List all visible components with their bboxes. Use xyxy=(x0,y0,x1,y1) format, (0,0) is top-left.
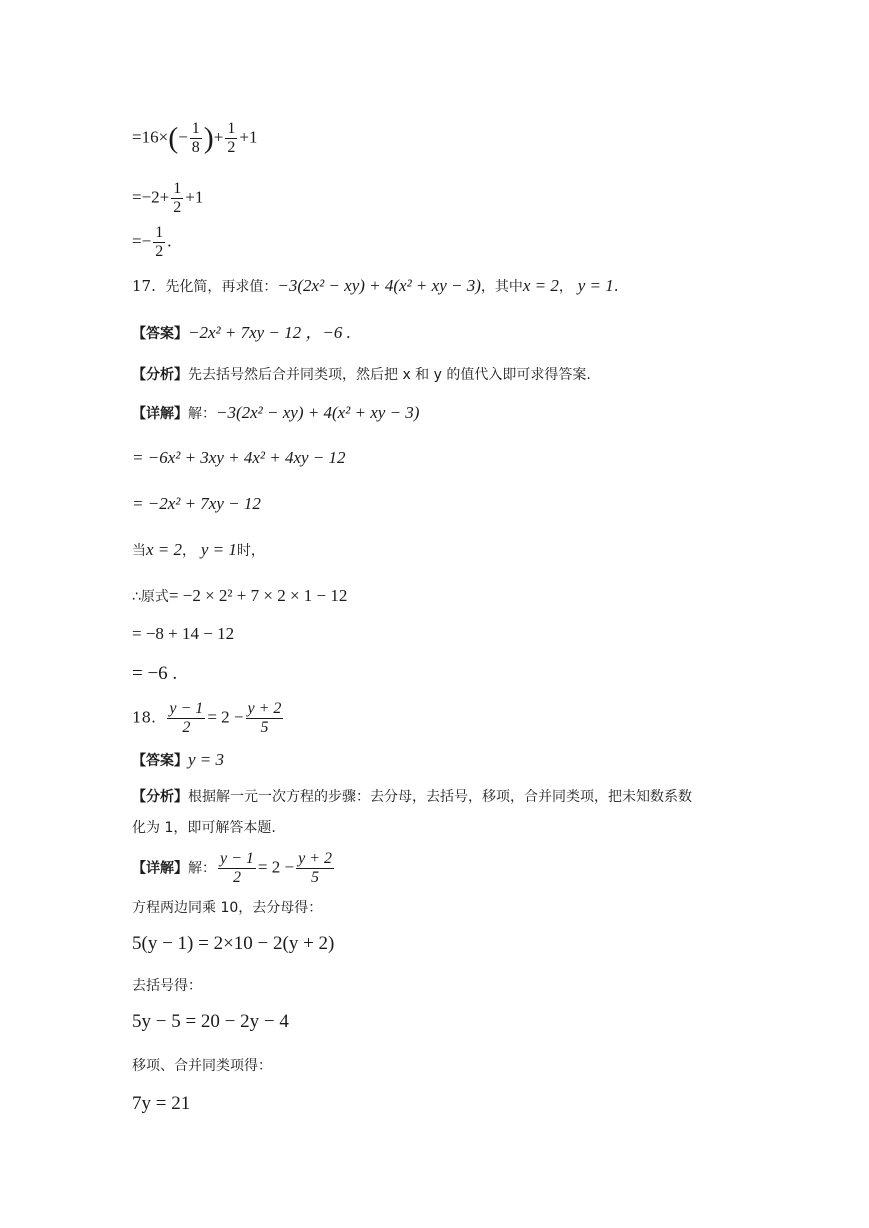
q16-step-line1 xyxy=(132,120,257,157)
q16-line3-prefix: =− xyxy=(132,231,152,251)
separator: ， xyxy=(558,279,573,295)
answer-tag: 【答案】 xyxy=(132,753,188,769)
detail-prefix: 解： xyxy=(188,406,216,422)
analysis-text: 先去括号然后合并同类项，然后把 x 和 y 的值代入即可求得答案. xyxy=(188,367,591,383)
detail-prefix: 解： xyxy=(188,860,216,877)
condition-x: x = 2 xyxy=(522,276,559,295)
close-paren: ) xyxy=(203,121,214,155)
fraction-denominator: 2 xyxy=(155,243,164,260)
equation-middle: = 2 − xyxy=(207,707,244,727)
fraction-numerator: y + 2 xyxy=(298,850,332,867)
answer-text: y = 3 xyxy=(188,750,225,769)
q17-therefore xyxy=(132,586,347,607)
q17-step-4: = −8 + 14 − 12 xyxy=(132,624,235,643)
q18-question xyxy=(132,700,285,737)
q17-step-1: = −6x² + 3xy + 4x² + 4xy − 12 xyxy=(132,448,346,467)
q17-step-5: = −6 . xyxy=(132,663,178,684)
fraction-denominator: 8 xyxy=(191,139,200,156)
equation-middle: = 2 − xyxy=(257,857,295,877)
fraction xyxy=(225,120,237,157)
when-x: x = 2 xyxy=(146,540,183,559)
question-expression: −3(2x² − xy) + 4(x² + xy − 3) xyxy=(277,276,481,295)
fraction-denominator: 2 xyxy=(182,719,191,736)
therefore-label: ∴原式 xyxy=(132,589,169,605)
fraction-denominator: 2 xyxy=(173,199,182,216)
q18-step-eq-1: 5(y − 1) = 2×10 − 2(y + 2) xyxy=(132,933,335,954)
q16-line1-minus: − xyxy=(178,127,188,147)
question-prompt: 先化简，再求值： xyxy=(165,279,278,295)
q16-line3-tail: . xyxy=(167,231,172,251)
fraction xyxy=(153,224,165,261)
fraction-numerator: 1 xyxy=(155,224,164,241)
fraction-numerator: y + 2 xyxy=(247,700,282,717)
q18-step-text-3: 移项、合并同类项得： xyxy=(132,1058,272,1074)
fraction xyxy=(218,850,256,887)
fraction-denominator: 5 xyxy=(311,869,320,886)
fraction-denominator: 2 xyxy=(227,139,236,156)
q18-detail xyxy=(132,850,336,887)
fraction-denominator: 5 xyxy=(260,719,269,736)
q16-step-line2 xyxy=(132,180,203,217)
fraction-numerator: y − 1 xyxy=(169,700,204,717)
q16-line2-prefix: =−2+ xyxy=(132,187,170,207)
q18-analysis-1 xyxy=(132,786,692,807)
fraction xyxy=(296,850,334,887)
q16-line1-prefix: =16× xyxy=(132,127,169,147)
fraction-numerator: 1 xyxy=(227,120,236,137)
when-prefix: 当 xyxy=(132,543,146,559)
analysis-tag: 【分析】 xyxy=(132,789,188,805)
fraction xyxy=(167,700,205,737)
fraction-numerator: 1 xyxy=(191,120,200,137)
analysis-tag: 【分析】 xyxy=(132,367,188,383)
q17-when xyxy=(132,540,265,561)
q17-step-2: = −2x² + 7xy − 12 xyxy=(132,494,261,513)
q17-question xyxy=(132,276,619,297)
when-separator: ， xyxy=(182,543,197,559)
detail-tag: 【详解】 xyxy=(132,860,188,877)
analysis-text: 根据解一元一次方程的步骤：去分母，去括号，移项，合并同类项，把未知数系数 xyxy=(188,789,692,805)
detail-expression: −3(2x² − xy) + 4(x² + xy − 3) xyxy=(216,403,420,422)
q17-detail xyxy=(132,403,419,424)
fraction xyxy=(246,700,284,737)
q18-step-text-1: 方程两边同乘 10，去分母得： xyxy=(132,900,323,916)
q17-step-3: = −2 × 2² + 7 × 2 × 1 − 12 xyxy=(168,586,348,605)
question-number: 18. xyxy=(132,708,156,727)
answer-tag: 【答案】 xyxy=(132,326,188,342)
question-where: ，其中 xyxy=(480,279,523,295)
fraction-numerator: y − 1 xyxy=(220,850,254,867)
open-paren: ( xyxy=(168,121,179,155)
q18-answer xyxy=(132,750,224,771)
q18-step-eq-3: 7y = 21 xyxy=(132,1093,191,1114)
condition-y: y = 1 xyxy=(577,276,614,295)
q16-line2-tail: +1 xyxy=(185,187,204,207)
q16-step-line3 xyxy=(132,224,171,261)
q18-step-text-2: 去括号得： xyxy=(132,978,202,994)
fraction-numerator: 1 xyxy=(173,180,182,197)
q17-answer xyxy=(132,323,351,344)
q17-analysis xyxy=(132,364,591,385)
q18-analysis-2: 化为 1，即可解答本题. xyxy=(132,820,276,836)
answer-text: −2x² + 7xy − 12 ，−6 . xyxy=(188,323,351,342)
period: . xyxy=(613,277,619,295)
fraction-denominator: 2 xyxy=(232,869,241,886)
detail-tag: 【详解】 xyxy=(132,406,188,422)
q18-step-eq-2: 5y − 5 = 20 − 2y − 4 xyxy=(132,1011,289,1032)
fraction xyxy=(171,180,183,217)
when-y: y = 1 xyxy=(200,540,237,559)
q16-line1-plus: + xyxy=(213,127,224,147)
question-number: 17. xyxy=(132,277,156,295)
when-suffix: 时， xyxy=(236,543,265,559)
fraction xyxy=(190,120,202,157)
q16-line1-tail: +1 xyxy=(239,127,258,147)
